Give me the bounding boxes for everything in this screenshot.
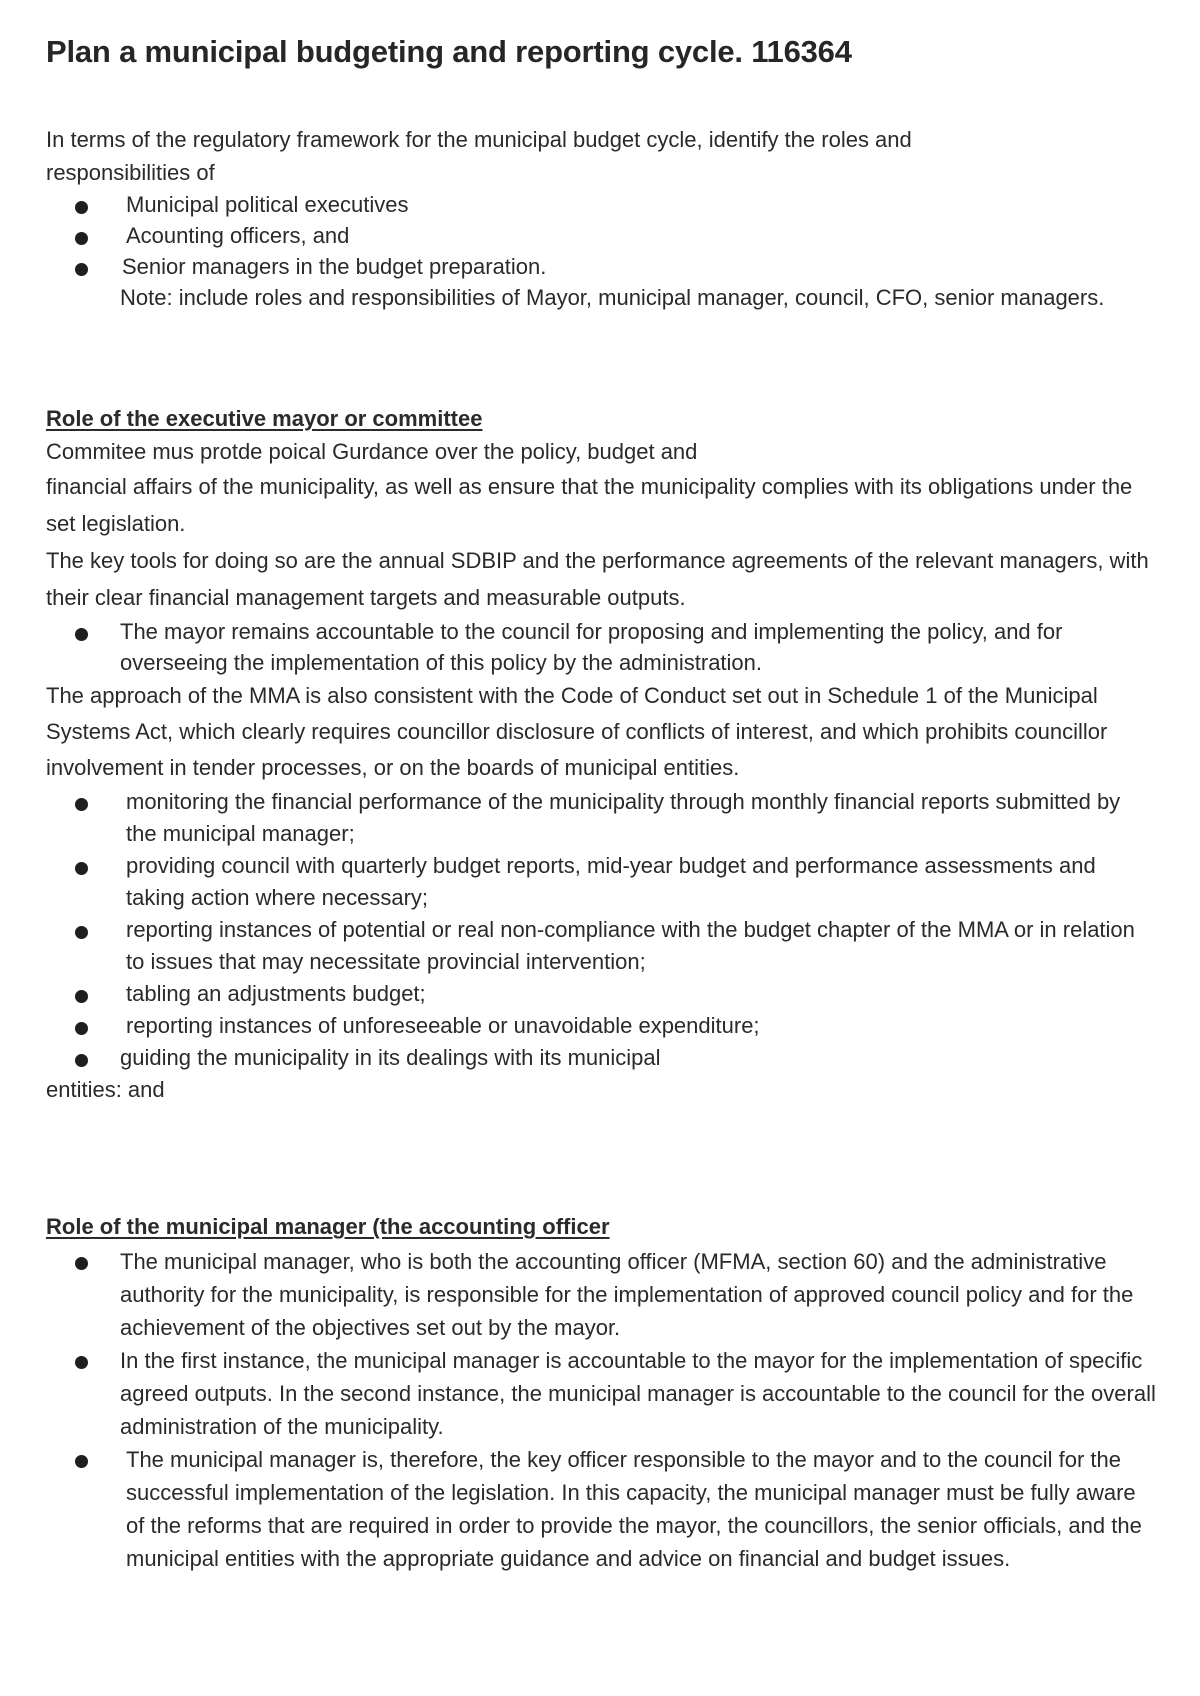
intro-bullet-list (46, 189, 1156, 282)
list-item: The mayor remains accountable to the council for proposing and implementing the policy, and for overseeing the implementation of this policy by the administration. (46, 616, 1156, 678)
section-municipal-manager (46, 1209, 1156, 1575)
document-title: Plan a municipal budgeting and reporting cycle. 116364 (46, 34, 852, 69)
list-item: reporting instances of unforeseeable or unavoidable expenditure; (46, 1010, 1156, 1042)
section-executive-mayor (46, 402, 1156, 1106)
intro-block (46, 123, 1156, 313)
list-item: reporting instances of potential or real non-compliance with the budget chapter of the MMA or in relation to issues that may necessitate provincial intervention; (46, 914, 1156, 978)
section-heading: Role of the executive mayor or committee (46, 406, 483, 431)
paragraph: The key tools for doing so are the annual SDBIP and the performance agreements of the relevant managers, with their clear financial management targets and measurable outputs. (46, 548, 1149, 610)
list-item: tabling an adjustments budget; (46, 978, 1156, 1010)
intro-note: Note: include roles and responsibilities of Mayor, municipal manager, council, CFO, senior managers. (120, 285, 1105, 310)
list-item: Municipal political executives (46, 189, 1156, 220)
intro-text: In terms of the regulatory framework for the municipal budget cycle, identify the roles and responsibilities of (46, 127, 912, 185)
list-item: Senior managers in the budget preparation. (46, 251, 1156, 282)
mayor-accountability-list (46, 616, 1156, 678)
paragraph: Commitee mus protde poical Gurdance over the policy, budget and (46, 439, 698, 464)
paragraph: financial affairs of the municipality, as well as ensure that the municipality complies with its obligations under the set legislation. (46, 474, 1133, 536)
list-item: Acounting officers, and (46, 220, 1156, 251)
list-item: providing council with quarterly budget reports, mid-year budget and performance assessments and taking action where necessary; (46, 850, 1156, 914)
section-heading: Role of the municipal manager (the accounting officer (46, 1214, 610, 1239)
mayor-duties-list (46, 786, 1156, 1074)
paragraph: entities: and (46, 1077, 165, 1102)
list-item: monitoring the financial performance of the municipality through monthly financial reports submitted by the municipal manager; (46, 786, 1156, 850)
list-item: In the first instance, the municipal manager is accountable to the mayor for the implementation of specific agreed outputs. In the second instance, the municipal manager is accountable to the council for the overall administration of the municipality. (46, 1344, 1156, 1443)
list-item: The municipal manager, who is both the accounting officer (MFMA, section 60) and the administrative authority for the municipality, is responsible for the implementation of approved council policy and for the achievement of the objectives set out by the mayor. (46, 1245, 1156, 1344)
list-item: guiding the municipality in its dealings with its municipal (46, 1042, 1156, 1074)
list-item: The municipal manager is, therefore, the key officer responsible to the mayor and to the council for the successful implementation of the legislation. In this capacity, the municipal manager must be fully aware of the reforms that are required in order to provide the mayor, the councillors, the senior officials, and the municipal entities with the appropriate guidance and advice on financial and budget issues. (46, 1443, 1156, 1575)
paragraph: The approach of the MMA is also consistent with the Code of Conduct set out in Schedule 1 of the Municipal Systems Act, which clearly requires councillor disclosure of conflicts of interest, and which prohibits councillor involvement in tender processes, or on the boards of municipal entities. (46, 683, 1108, 780)
municipal-manager-list (46, 1245, 1156, 1575)
